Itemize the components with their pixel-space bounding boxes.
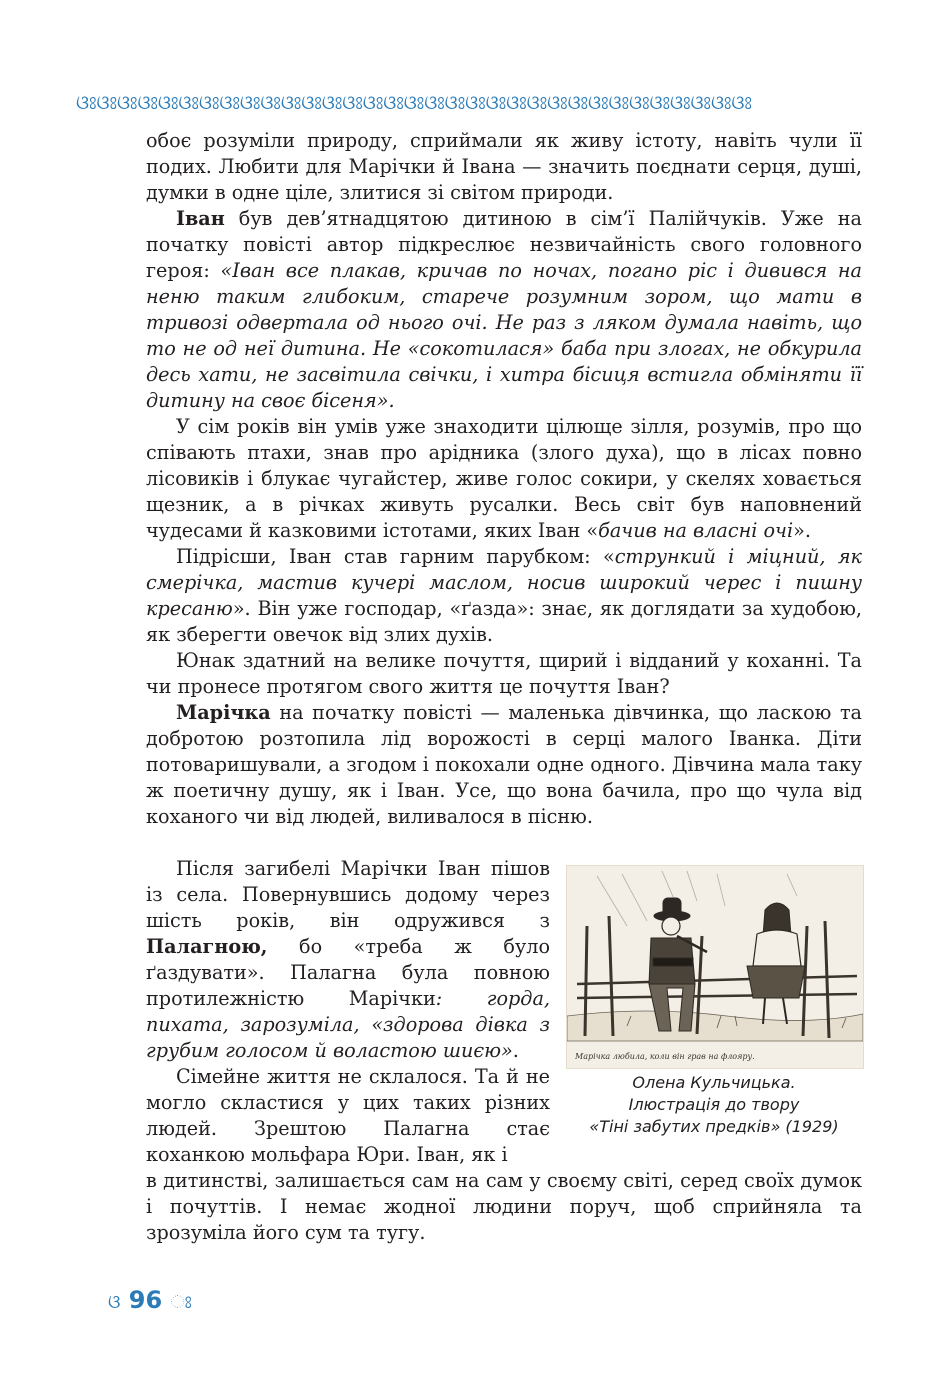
paragraph-7-end: . xyxy=(512,1039,519,1062)
caption-author: Олена Кульчицька. xyxy=(632,1073,796,1092)
paragraph-8: Сімейне життя не склалося. Та й не могло скластися у цих таких різних людей. Зрештою Палагна стає коханкою мольфара Юри. Іван, як і xyxy=(146,1065,550,1166)
paragraph-3-quote: бачив на власні очі xyxy=(598,519,794,542)
paragraph-5: Юнак здатний на велике почуття, щирий і відданий у коханні. Та чи пронесе протягом свого життя це почуття Іван? xyxy=(146,649,862,698)
paragraph-4-quote: стрункий і міцний, як смерічка, мастив кучері маслом, носив широкий черес і пишну кресаню xyxy=(146,545,862,620)
top-ornament-border: ଓଃଓଃଓଃଓଃଓଃଓଃଓଃଓଃଓଃଓଃଓଃଓଃଓଃଓଃଓଃଓଃଓଃଓଃଓଃଓଃଓଃଓଃଓଃଓଃଓଃଓଃଓଃଓଃଓଃଓଃଓଃଓଃଓଃ xyxy=(76,92,752,114)
paragraph-3 xyxy=(146,414,862,544)
paragraph-3-text: У сім років він умів уже знаходити цілюще зілля, розумів, про що співають птахи, знав про арідника (злого духа), що в лісах повно лісовиків і блукає чугайстер, живе голос сокири, у скелях ховається щезник, а в річках живуть русалки. Весь світ був наповнений чудесами й казковими істотами, яких Іван « xyxy=(146,415,862,542)
bold-name-marichka: Марічка xyxy=(176,701,271,724)
paragraph-3-end: ». xyxy=(793,519,811,542)
page-number-right-ornament-icon: ଃ xyxy=(170,1292,192,1313)
bold-name-palagna: Палагною, xyxy=(146,935,268,958)
paragraph-6-text: на початку повісті — маленька дівчинка, що лаcкою та добротою розтопила лід ворожості в серці малого Іванка. Діти потоваришували, а згодом і покохали одне одного. Дівчина мала таку ж поетичну душу, як і Іван. Усе, що вона бачила, про що чула від коханого чи від людей, виливалося в пісню. xyxy=(146,701,862,828)
caption-description: Ілюстрація до твору xyxy=(628,1095,800,1114)
paragraph-4 xyxy=(146,544,862,648)
wrapped-text-column xyxy=(146,856,550,1168)
paragraph-7-text: Після загибелі Марічки Іван пішов із села. Повернувшись додому через шість років, він одружився з xyxy=(146,857,550,932)
page-number-left-ornament-icon: ଓ xyxy=(108,1292,121,1313)
illustration-image xyxy=(566,865,864,1069)
paragraph-7-quote: : горда, пихата, зарозуміла, «здорова дівка з грубим голосом й воластою шиєю» xyxy=(146,987,550,1062)
paragraph-8-continuation: в дитинстві, залишається сам на сам у своєму світі, серед своїх думок і почуттів. І немає жодної людини поруч, щоб сприйняла та зрозуміла його сум та тугу. xyxy=(146,1169,862,1244)
paragraph-2 xyxy=(146,206,862,414)
paragraph-7 xyxy=(146,856,550,1064)
illustration-inner-caption: Марічка любила, коли він грав на флояру. xyxy=(575,1052,755,1061)
paragraph-7-text2: бо «треба ж було ґаздувати». Палагна була повною протилежністю Марічки xyxy=(146,935,550,1010)
paragraph-2-quote: «Іван все плакав, кричав по ночах, погано ріс і дивився на неню таким глибоким, старече розумним зором, що мати в тривозі одвертала од нього очі. Не раз з ляком думала навіть, що то не од неї дитина. Не «сокотилася» баба при злогах, не обкурила десь хати, не засвітила свічки, і хитра бісиця встигла обміняти її дитину на своє бісеня». xyxy=(146,259,862,412)
paragraph-2-text: був дев’ятнадцятою дитиною в сім’ї Палійчуків. Уже на початку повісті автор підкреслює незвичайність свого головного героя: xyxy=(146,207,862,282)
main-text-bottom xyxy=(146,1168,862,1246)
paragraph-4-text: Підрісши, Іван став гарним парубком: « xyxy=(176,545,615,568)
page-number-value: 96 xyxy=(128,1286,163,1314)
paragraph-6 xyxy=(146,700,862,830)
illustration-drawing xyxy=(567,866,863,1068)
paragraph-1: обоє розуміли природу, сприймали як живу істоту, навіть чули її подих. Любити для Марічки й Івана — значить поєднати серця, душі, думки в одне ціле, злитися зі світом природи. xyxy=(146,129,862,204)
bold-name-ivan: Іван xyxy=(176,207,225,230)
caption-work-title: «Тіні забутих предків» (1929) xyxy=(589,1117,839,1136)
page-number xyxy=(108,1286,192,1314)
illustration-caption xyxy=(566,1072,862,1138)
main-text-top xyxy=(146,128,862,830)
paragraph-4-end: ». Він уже господар, «ґазда»: знає, як доглядати за худобою, як зберегти овечок від злих духів. xyxy=(146,597,862,646)
